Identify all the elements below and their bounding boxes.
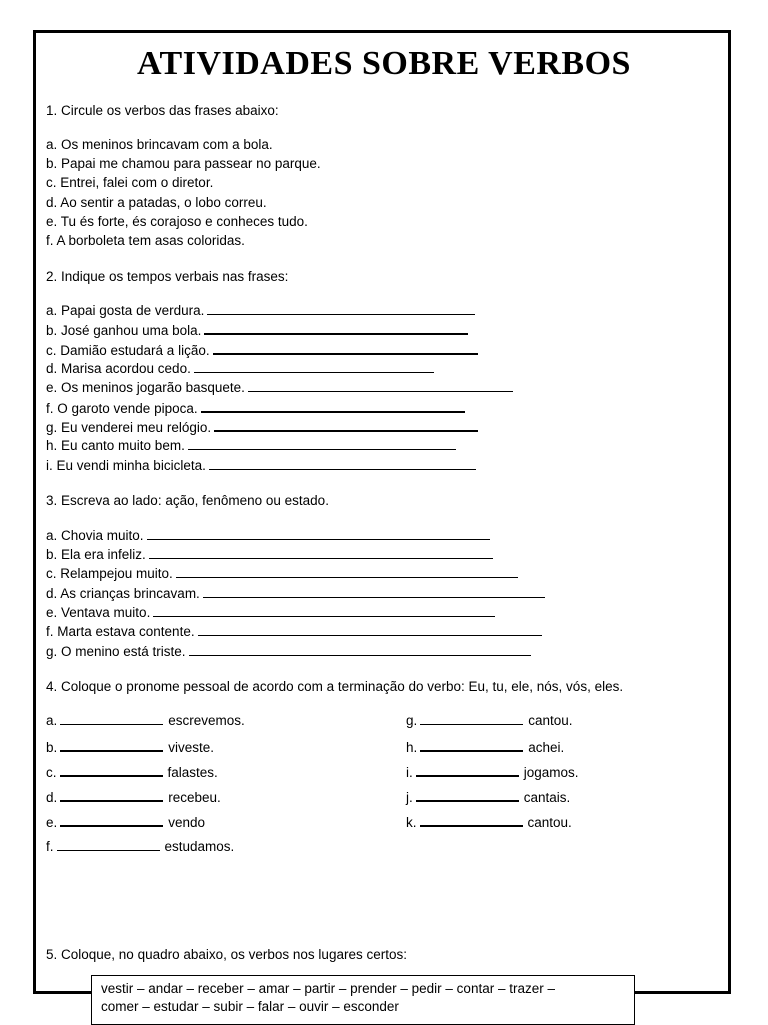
q2-item: d. Marisa acordou cedo.	[46, 360, 434, 377]
answer-blank[interactable]	[176, 565, 518, 578]
q2-item: g. Eu venderei meu relógio.	[46, 418, 478, 436]
q3-item: d. As crianças brincavam.	[46, 585, 545, 602]
answer-blank[interactable]	[213, 341, 478, 355]
pronoun-item: k. cantou.	[406, 815, 572, 830]
q1-item: e. Tu és forte, és corajoso e conheces tudo.	[46, 214, 308, 229]
answer-blank[interactable]	[420, 813, 523, 827]
answer-blank[interactable]	[189, 643, 531, 656]
q1-item: f. A borboleta tem asas coloridas.	[46, 233, 245, 248]
answer-blank[interactable]	[420, 712, 523, 725]
q2-item: f. O garoto vende pipoca.	[46, 399, 465, 417]
q3-item: c. Relampejou muito.	[46, 565, 518, 582]
answer-blank[interactable]	[198, 623, 542, 636]
answer-blank[interactable]	[209, 457, 476, 470]
page-title: ATIVIDADES SOBRE VERBOS	[137, 45, 631, 82]
answer-blank[interactable]	[147, 527, 490, 540]
q2-item: h. Eu canto muito bem.	[46, 437, 456, 454]
q3-item: f. Marta estava contente.	[46, 623, 542, 640]
answer-blank[interactable]	[248, 379, 513, 392]
answer-blank[interactable]	[207, 302, 475, 315]
answer-blank[interactable]	[194, 360, 434, 373]
answer-blank[interactable]	[214, 418, 478, 432]
verb-list-line: vestir – andar – receber – amar – partir – prender – pedir – contar – trazer –	[101, 981, 555, 996]
answer-blank[interactable]	[60, 813, 163, 827]
q4-heading: 4. Coloque o pronome pessoal de acordo com a terminação do verbo: Eu, tu, ele, nós, vós, eles.	[46, 679, 624, 694]
pronoun-item: f. estudamos.	[46, 839, 235, 854]
answer-blank[interactable]	[60, 763, 163, 777]
pronoun-item: d. recebeu.	[46, 790, 221, 805]
q3-heading: 3. Escreva ao lado: ação, fenômeno ou estado.	[46, 493, 329, 508]
q2-item: e. Os meninos jogarão basquete.	[46, 379, 513, 396]
pronoun-item: j. cantais.	[406, 790, 571, 805]
answer-blank[interactable]	[153, 604, 495, 617]
q1-item: c. Entrei, falei com o diretor.	[46, 175, 214, 190]
pronoun-item: c. falastes.	[46, 765, 218, 780]
q1-heading: 1. Circule os verbos das frases abaixo:	[46, 103, 279, 118]
q1-item: d. Ao sentir a patadas, o lobo correu.	[46, 195, 267, 210]
answer-blank[interactable]	[416, 763, 519, 777]
q3-item: e. Ventava muito.	[46, 604, 495, 621]
q3-item: b. Ela era infeliz.	[46, 546, 493, 563]
answer-blank[interactable]	[149, 546, 493, 559]
pronoun-item: h. achei.	[406, 740, 565, 755]
verb-list-line: comer – estudar – subir – falar – ouvir – esconder	[101, 999, 399, 1014]
q1-item: b. Papai me chamou para passear no parque.	[46, 156, 321, 171]
answer-blank[interactable]	[60, 738, 163, 752]
pronoun-item: g. cantou.	[406, 713, 573, 728]
answer-blank[interactable]	[420, 738, 523, 752]
answer-blank[interactable]	[416, 788, 519, 802]
answer-blank[interactable]	[204, 321, 468, 335]
answer-blank[interactable]	[60, 712, 163, 725]
answer-blank[interactable]	[201, 399, 465, 413]
q2-heading: 2. Indique os tempos verbais nas frases:	[46, 269, 289, 284]
pronoun-item: a. escrevemos.	[46, 713, 245, 728]
q1-item: a. Os meninos brincavam com a bola.	[46, 137, 273, 152]
q2-item: b. José ganhou uma bola.	[46, 321, 468, 339]
answer-blank[interactable]	[60, 788, 163, 802]
pronoun-item: i. jogamos.	[406, 765, 579, 780]
q2-item: i. Eu vendi minha bicicleta.	[46, 457, 476, 474]
verb-list-box	[91, 975, 635, 1025]
q2-item: a. Papai gosta de verdura.	[46, 302, 475, 319]
pronoun-item: e. vendo	[46, 815, 206, 830]
answer-blank[interactable]	[203, 585, 545, 598]
q3-item: a. Chovia muito.	[46, 527, 490, 544]
answer-blank[interactable]	[57, 838, 160, 851]
answer-blank[interactable]	[188, 437, 456, 450]
q2-item: c. Damião estudará a lição.	[46, 341, 478, 359]
pronoun-item: b. viveste.	[46, 740, 215, 755]
q5-heading: 5. Coloque, no quadro abaixo, os verbos nos lugares certos:	[46, 947, 407, 962]
q3-item: g. O menino está triste.	[46, 643, 531, 660]
